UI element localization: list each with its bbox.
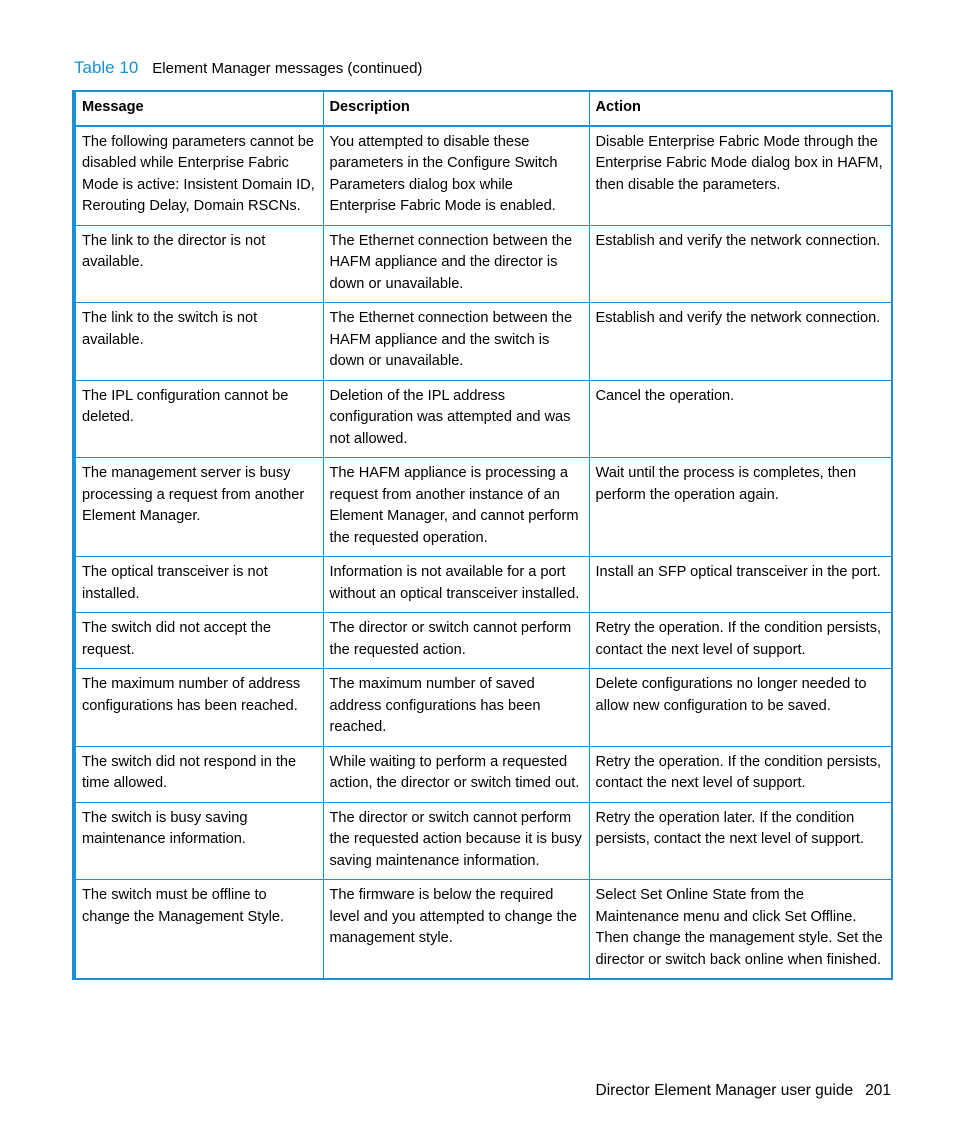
description-cell: The HAFM appliance is processing a request from another instance of an Element Manager, and cannot perform the requested operation.: [323, 458, 589, 557]
table-header-row: [74, 91, 892, 126]
action-cell: [589, 880, 892, 980]
table-row: [74, 458, 892, 557]
ui-term-set-online-state: Set Online State: [640, 887, 747, 903]
messages-table-container: [72, 90, 890, 980]
action-text: from the Maintenance menu and click: [595, 887, 804, 925]
message-cell: The link to the director is not available.: [74, 225, 323, 303]
column-header-action: Action: [589, 91, 892, 126]
ui-term-set-offline: Set Offline: [784, 908, 853, 925]
message-cell: The switch did not respond in the time allowed.: [74, 746, 323, 802]
table-caption: [74, 58, 422, 78]
message-cell: The following parameters cannot be disabled while Enterprise Fabric Mode is active: Insistent Domain ID, Rerouting Delay, Domain RSCNs.: [74, 126, 323, 226]
action-cell: Cancel the operation.: [589, 380, 892, 458]
column-header-description: Description: [323, 91, 589, 126]
table-row: [74, 303, 892, 381]
action-text: Select: [595, 887, 641, 903]
action-cell: Establish and verify the network connection.: [589, 225, 892, 303]
page-number: 201: [865, 1082, 891, 1099]
description-cell: The director or switch cannot perform the requested action.: [323, 613, 589, 669]
description-cell: The Ethernet connection between the HAFM appliance and the switch is down or unavailable.: [323, 303, 589, 381]
description-cell: While waiting to perform a requested action, the director or switch timed out.: [323, 746, 589, 802]
description-cell: The firmware is below the required level and you attempted to change the management style.: [323, 880, 589, 980]
action-text: . Then change the management style. Set the director or switch back online when finished.: [595, 908, 883, 968]
table-row: [74, 802, 892, 880]
page-footer: [596, 1082, 891, 1100]
message-cell: The switch must be offline to change the Management Style.: [74, 880, 323, 980]
message-cell: The IPL configuration cannot be deleted.: [74, 380, 323, 458]
action-cell: Establish and verify the network connection.: [589, 303, 892, 381]
action-cell: Retry the operation. If the condition persists, contact the next level of support.: [589, 746, 892, 802]
message-cell: The link to the switch is not available.: [74, 303, 323, 381]
description-cell: Information is not available for a port without an optical transceiver installed.: [323, 557, 589, 613]
description-cell: The maximum number of saved address configurations has been reached.: [323, 669, 589, 747]
message-cell: The maximum number of address configurations has been reached.: [74, 669, 323, 747]
column-header-message: Message: [74, 91, 323, 126]
table-row: [74, 225, 892, 303]
guide-title: Director Element Manager user guide: [595, 1082, 854, 1099]
action-cell: Retry the operation later. If the condition persists, contact the next level of support.: [589, 802, 892, 880]
table-row: [74, 669, 892, 747]
table-row: [74, 557, 892, 613]
description-cell: You attempted to disable these parameters in the Configure Switch Parameters dialog box while Enterprise Fabric Mode is enabled.: [323, 126, 589, 226]
action-cell: Delete configurations no longer needed to allow new configuration to be saved.: [589, 669, 892, 747]
table-row: [74, 746, 892, 802]
table-row: [74, 880, 892, 980]
message-cell: The switch did not accept the request.: [74, 613, 323, 669]
message-cell: The switch is busy saving maintenance information.: [74, 802, 323, 880]
messages-table: [72, 90, 893, 980]
description-cell: The Ethernet connection between the HAFM appliance and the director is down or unavailable.: [323, 225, 589, 303]
action-cell: Retry the operation. If the condition persists, contact the next level of support.: [589, 613, 892, 669]
action-cell: Disable Enterprise Fabric Mode through the Enterprise Fabric Mode dialog box in HAFM, then disable the parameters.: [589, 126, 892, 226]
description-cell: Deletion of the IPL address configuration was attempted and was not allowed.: [323, 380, 589, 458]
message-cell: The management server is busy processing a request from another Element Manager.: [74, 458, 323, 557]
description-cell: The director or switch cannot perform the requested action because it is busy saving maintenance information.: [323, 802, 589, 880]
table-row: [74, 613, 892, 669]
message-cell: The optical transceiver is not installed.: [74, 557, 323, 613]
table-row: [74, 126, 892, 226]
action-cell: Wait until the process is completes, then perform the operation again.: [589, 458, 892, 557]
action-cell: Install an SFP optical transceiver in the port.: [589, 557, 892, 613]
table-label: Table 10: [74, 58, 139, 77]
table-title: Element Manager messages (continued): [152, 60, 423, 77]
table-row: [74, 380, 892, 458]
